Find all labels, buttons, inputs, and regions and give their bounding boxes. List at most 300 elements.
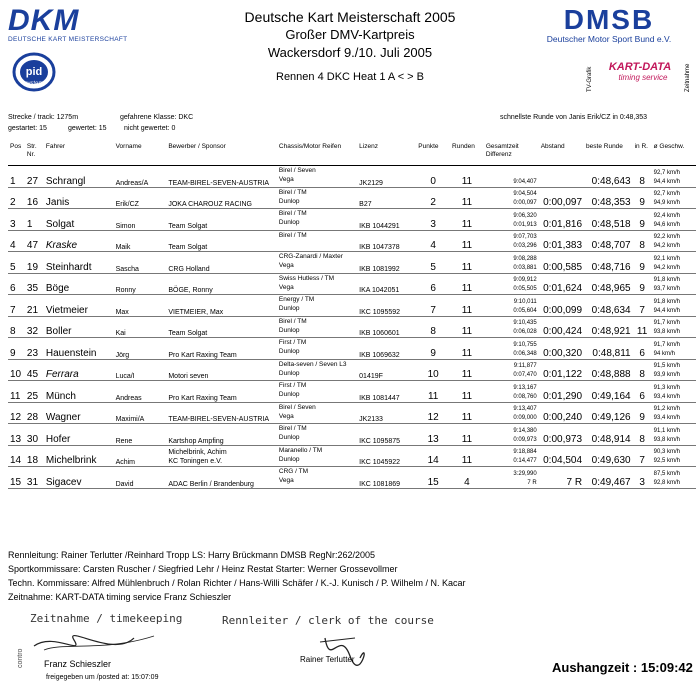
chassis-line: Dunlop (278, 197, 300, 205)
points-cell: 9 (416, 338, 450, 360)
in-lap-cell: 9 (633, 402, 652, 424)
best-lap-cell: 0:48,634 (584, 295, 633, 317)
chassis-cell (277, 252, 357, 274)
track-info: Strecke / track: 1275m (8, 114, 79, 121)
laps-cell: 11 (450, 445, 484, 467)
started-info: gestartet: 15 (8, 125, 47, 132)
total-time-cell (484, 230, 539, 252)
number-cell: 16 (25, 187, 44, 209)
firstname-cell: Achim (114, 445, 167, 467)
chassis-line: Dunlop (278, 326, 300, 334)
pos-cell: 11 (8, 381, 25, 403)
chassis-cell (277, 402, 357, 424)
total-time-cell (484, 359, 539, 381)
firstname-cell: Ronny (114, 273, 167, 295)
entrant-line: KC Toningen e.V. (168, 458, 223, 465)
chassis-line: Delta-seven / Seven L3 (278, 360, 347, 368)
not-scored-info: nicht gewertet: 0 (124, 125, 176, 132)
chassis-line: Birel / TM (278, 188, 307, 196)
svg-text:pid: pid (25, 66, 43, 78)
number-cell: 45 (25, 359, 44, 381)
total-time-cell (484, 316, 539, 338)
kart-data-logo (585, 48, 695, 94)
col-firstname: Vorname (114, 143, 167, 166)
difference: 0:08,760 (513, 393, 537, 400)
svg-text:timing service: timing service (618, 73, 668, 82)
difference: 7 R (527, 479, 537, 486)
in-lap-cell: 8 (633, 166, 652, 188)
license-cell: IKC 1045922 (357, 445, 416, 467)
license-cell: IKC 1095592 (357, 295, 416, 317)
entrant-cell: Motori seven (166, 359, 277, 381)
total-time: 9:04,504 (513, 191, 537, 197)
chassis-cell (277, 166, 357, 188)
in-lap-cell: 8 (633, 359, 652, 381)
total-time: 9:09,912 (513, 277, 537, 283)
svg-text:Zeitnahme: Zeitnahme (685, 63, 691, 92)
entrant-cell (166, 445, 277, 467)
total-time: 9:04,407 (513, 178, 537, 185)
driver-cell: Münch (44, 381, 114, 403)
speed-line: 93,9 km/h (653, 372, 680, 378)
total-time: 9:10,755 (513, 341, 537, 348)
speed-line: 93,7 km/h (653, 286, 680, 292)
entrant-cell: Team Solgat (166, 316, 277, 338)
chassis-cell (277, 316, 357, 338)
col-total-time: Gesamtzeit Differenz (484, 143, 539, 166)
driver-cell: Kraske (44, 230, 114, 252)
in-lap-cell: 6 (633, 381, 652, 403)
table-row (8, 209, 696, 231)
firstname-cell: Andreas (114, 381, 167, 403)
chassis-line: Vega (278, 176, 294, 183)
difference: 0:09,000 (513, 415, 537, 421)
number-cell: 18 (25, 445, 44, 467)
speed-line: 87,5 km/h (653, 470, 680, 477)
chassis-line: Birel / TM (278, 210, 307, 217)
license-cell: 01419F (357, 359, 416, 381)
best-lap-cell: 0:48,716 (584, 252, 633, 274)
number-cell: 32 (25, 316, 44, 338)
number-cell: 19 (25, 252, 44, 274)
pos-cell: 14 (8, 445, 25, 467)
dkm-logo: DKM DEUTSCHE KART MEISTERSCHAFT (8, 4, 128, 43)
in-lap-cell: 9 (633, 187, 652, 209)
license-cell: IKA 1042051 (357, 273, 416, 295)
chassis-cell (277, 445, 357, 467)
total-time: 9:18,884 (513, 449, 537, 455)
chassis-cell (277, 187, 357, 209)
speed-line: 94,4 km/h (653, 307, 680, 314)
speed-line: 92,4 km/h (653, 212, 680, 219)
pos-cell: 4 (8, 230, 25, 252)
best-lap-cell: 0:48,518 (584, 209, 633, 231)
officials-footer (8, 548, 466, 604)
difference: 0:14,477 (513, 458, 537, 464)
entrant-cell: Pro Kart Raxing Team (166, 381, 277, 403)
clerk-signature-title: Rennleiter / clerk of the course (222, 614, 434, 627)
rainer-name: Rainer Terlutter (300, 655, 355, 664)
pos-cell: 12 (8, 402, 25, 424)
total-time: 3:29,990 (513, 470, 537, 477)
number-cell: 31 (25, 467, 44, 489)
speed-cell (652, 467, 696, 489)
points-cell: 7 (416, 295, 450, 317)
best-lap-cell: 0:49,164 (584, 381, 633, 403)
difference: 0:01,913 (513, 221, 537, 228)
chassis-line: Dunlop (278, 455, 300, 463)
table-row (8, 252, 696, 274)
driver-cell: Ferrara (44, 359, 114, 381)
gap-cell: 0:00,320 (539, 338, 584, 360)
speed-line: 91,3 km/h (653, 384, 680, 391)
fastest-lap-info: schnellste Runde von Janis Erik/CZ in 0:48,353 (500, 114, 648, 121)
number-cell: 35 (25, 273, 44, 295)
table-row (8, 338, 696, 360)
table-row (8, 424, 696, 446)
race-direction: Rennleitung: Rainer Terlutter /Reinhard Tropp LS: Harry Brückmann DMSB RegNr:262/2005 (8, 550, 376, 560)
chassis-cell (277, 338, 357, 360)
technical-stewards: Techn. Kommissare: Alfred Mühlenbruch / Rolan Richter / Hans-Willi Schäfer / K.-J. Kunisch / P. Wilhelm / N. Kacar (8, 578, 466, 588)
points-cell: 0 (416, 166, 450, 188)
sports-stewards: Sportkommissare: Carsten Ruscher / Siegfried Lehr / Heinz Restat Starter: Werner Grossevollmer (8, 564, 398, 574)
chassis-line: Dunlop (278, 219, 300, 226)
best-lap-cell: 0:49,630 (584, 445, 633, 467)
speed-cell (652, 338, 696, 360)
license-cell: IKB 1044291 (357, 209, 416, 231)
pos-cell: 5 (8, 252, 25, 274)
firstname-cell: David (114, 467, 167, 489)
speed-cell (652, 359, 696, 381)
entrant-cell: TEAM-BIREL-SEVEN-AUSTRIA (166, 166, 277, 188)
in-lap-cell: 8 (633, 424, 652, 446)
number-cell: 21 (25, 295, 44, 317)
points-cell: 14 (416, 445, 450, 467)
speed-cell (652, 424, 696, 446)
chassis-cell (277, 295, 357, 317)
license-cell: IKC 1081869 (357, 467, 416, 489)
in-lap-cell: 11 (633, 316, 652, 338)
col-license: Lizenz (357, 143, 416, 166)
best-lap-cell: 0:48,811 (584, 338, 633, 360)
pos-cell: 1 (8, 166, 25, 188)
best-lap-cell: 0:48,353 (584, 187, 633, 209)
laps-cell: 11 (450, 381, 484, 403)
firstname-cell: Max (114, 295, 167, 317)
total-time-cell (484, 445, 539, 467)
laps-cell: 11 (450, 230, 484, 252)
scored-info: gewertet: 15 (68, 125, 107, 132)
total-time: 9:07,703 (513, 234, 537, 240)
chassis-line: Vega (278, 412, 294, 420)
license-cell: IKC 1095875 (357, 424, 416, 446)
chassis-line: Dunlop (278, 369, 300, 377)
laps-cell: 11 (450, 424, 484, 446)
total-time-cell (484, 402, 539, 424)
speed-line: 93,8 km/h (653, 436, 680, 443)
difference: 0:03,296 (513, 243, 537, 249)
chassis-line: Birel / TM (278, 317, 307, 325)
pos-cell: 10 (8, 359, 25, 381)
speed-cell (652, 209, 696, 231)
pos-cell: 7 (8, 295, 25, 317)
speed-line: 92,7 km/h (653, 169, 680, 176)
entrant-cell: CRG Holland (166, 252, 277, 274)
firstname-cell: Rene (114, 424, 167, 446)
best-lap-cell: 0:48,888 (584, 359, 633, 381)
gap-cell: 0:00,099 (539, 295, 584, 317)
speed-line: 91,1 km/h (653, 427, 680, 434)
best-lap-cell: 0:49,126 (584, 402, 633, 424)
difference: 0:06,348 (513, 350, 537, 357)
speed-line: 91,8 km/h (653, 277, 680, 283)
gap-cell: 0:04,504 (539, 445, 584, 467)
chassis-line: Vega (278, 477, 294, 484)
table-row (8, 316, 696, 338)
speed-line: 93,4 km/h (653, 393, 680, 400)
gap-cell: 0:01,816 (539, 209, 584, 231)
speed-line: 92,7 km/h (653, 191, 680, 197)
posting-time: Aushangzeit : 15:09:42 (552, 660, 693, 675)
driver-cell: Hofer (44, 424, 114, 446)
license-cell: B27 (357, 187, 416, 209)
event-location: Wackersdorf 9./10. Juli 2005 (267, 45, 433, 60)
speed-line: 91,8 km/h (653, 298, 680, 305)
entrant-cell: TEAM-BIREL-SEVEN-AUSTRIA (166, 402, 277, 424)
chassis-line: Maranello / TM (278, 446, 323, 454)
speed-line: 91,5 km/h (653, 363, 680, 369)
in-lap-cell: 3 (633, 467, 652, 489)
firstname-cell: Sascha (114, 252, 167, 274)
table-row (8, 273, 696, 295)
total-time-cell (484, 424, 539, 446)
gap-cell: 0:00,585 (539, 252, 584, 274)
chassis-line: First / TM (278, 382, 307, 389)
gap-cell: 0:01,122 (539, 359, 584, 381)
in-lap-cell: 9 (633, 273, 652, 295)
col-entrant: Bewerber / Sponsor (166, 143, 277, 166)
chassis-cell (277, 209, 357, 231)
gap-cell: 0:00,424 (539, 316, 584, 338)
table-row (8, 230, 696, 252)
speed-line: 92,2 km/h (653, 234, 680, 240)
laps-cell: 11 (450, 209, 484, 231)
driver-cell: Sigacev (44, 467, 114, 489)
license-cell: IKB 1060601 (357, 316, 416, 338)
total-time-cell (484, 295, 539, 317)
total-time: 9:08,288 (513, 255, 537, 262)
pos-cell: 13 (8, 424, 25, 446)
speed-line: 94,2 km/h (653, 264, 680, 271)
gap-cell: 0:00,973 (539, 424, 584, 446)
pos-cell: 8 (8, 316, 25, 338)
laps-cell: 11 (450, 295, 484, 317)
pos-cell: 15 (8, 467, 25, 489)
points-cell: 2 (416, 187, 450, 209)
laps-cell: 11 (450, 166, 484, 188)
difference: 0:05,604 (513, 307, 537, 314)
chassis-line: CRG-Zanardi / Maxter (278, 253, 343, 260)
firstname-cell: Andreas/A (114, 166, 167, 188)
col-laps: Runden (450, 143, 484, 166)
entrant-cell: ADAC Berlin / Brandenburg (166, 467, 277, 489)
best-lap-cell: 0:48,707 (584, 230, 633, 252)
speed-line: 91,2 km/h (653, 406, 680, 412)
total-time: 9:13,167 (513, 384, 537, 391)
class-info: gefahrene Klasse: DKC (120, 114, 194, 121)
posted-at: freigegeben um /posted at: 15:07:09 (46, 674, 159, 681)
laps-cell: 11 (450, 252, 484, 274)
table-row (8, 166, 696, 188)
col-points: Punkte (416, 143, 450, 166)
driver-cell: Schrangl (44, 166, 114, 188)
total-time-cell (484, 166, 539, 188)
total-time: 9:06,320 (513, 212, 537, 219)
franz-name: Franz Schieszler (44, 659, 112, 669)
difference: 0:05,505 (513, 286, 537, 292)
points-cell: 13 (416, 424, 450, 446)
points-cell: 15 (416, 467, 450, 489)
total-time-cell (484, 338, 539, 360)
license-cell: IKB 1081447 (357, 381, 416, 403)
in-lap-cell: 9 (633, 252, 652, 274)
timekeeping: Zeitnahme: KART-DATA timing service Franz Schieszler (8, 592, 232, 602)
page-title: Deutsche Kart Meisterschaft 2005 (244, 9, 456, 25)
driver-cell: Böge (44, 273, 114, 295)
total-time: 9:13,407 (513, 406, 537, 412)
entrant-cell: Team Solgat (166, 230, 277, 252)
license-cell: JK2129 (357, 166, 416, 188)
laps-cell: 11 (450, 187, 484, 209)
chassis-line: First / TM (278, 339, 307, 346)
speed-cell (652, 273, 696, 295)
table-row (8, 402, 696, 424)
total-time: 9:14,380 (513, 427, 537, 434)
entrant-cell: Pro Kart Raxing Team (166, 338, 277, 360)
in-lap-cell: 7 (633, 295, 652, 317)
license-cell: IKB 1047378 (357, 230, 416, 252)
gap-cell: 0:00,097 (539, 187, 584, 209)
best-lap-cell: 0:48,965 (584, 273, 633, 295)
table-row (8, 295, 696, 317)
speed-line: 93,4 km/h (653, 415, 680, 421)
speed-line: 92,1 km/h (653, 255, 680, 262)
number-cell: 28 (25, 402, 44, 424)
table-row (8, 445, 696, 467)
document-header (160, 8, 540, 86)
gap-cell: 0:01,290 (539, 381, 584, 403)
pos-cell: 3 (8, 209, 25, 231)
chassis-cell (277, 467, 357, 489)
total-time: 9:10,011 (513, 298, 537, 305)
chassis-line: Swiss Hutless / TM (278, 274, 335, 282)
firstname-cell: Luca/I (114, 359, 167, 381)
number-cell: 47 (25, 230, 44, 252)
chassis-cell (277, 424, 357, 446)
speed-cell (652, 445, 696, 467)
driver-cell: Boller (44, 316, 114, 338)
points-cell: 4 (416, 230, 450, 252)
col-chassis: Chassis/Motor Reifen (277, 143, 357, 166)
table-row (8, 187, 696, 209)
laps-cell: 11 (450, 359, 484, 381)
in-lap-cell: 8 (633, 230, 652, 252)
speed-cell (652, 381, 696, 403)
license-cell: JK2133 (357, 402, 416, 424)
col-pos: Pos (8, 143, 25, 166)
chassis-cell (277, 230, 357, 252)
pos-cell: 2 (8, 187, 25, 209)
pos-cell: 9 (8, 338, 25, 360)
speed-line: 91,7 km/h (653, 341, 680, 348)
page-subtitle: Großer DMV-Kartpreis (285, 27, 415, 42)
table-row (8, 359, 696, 381)
entrant-line: Michelbrink, Achim (168, 449, 227, 456)
chassis-cell (277, 273, 357, 295)
difference: 0:00,097 (513, 200, 537, 206)
speed-line: 94 km/h (653, 350, 675, 357)
speed-line: 92,5 km/h (653, 458, 680, 464)
speed-cell (652, 230, 696, 252)
firstname-cell: Kai (114, 316, 167, 338)
dmsb-logo: DMSB Deutscher Motor Sport Bund e.V. (546, 4, 672, 44)
results-table (8, 143, 696, 489)
speed-line: 94,9 km/h (653, 200, 680, 206)
chassis-line: Vega (278, 283, 294, 291)
points-cell: 6 (416, 273, 450, 295)
points-cell: 11 (416, 381, 450, 403)
speed-cell (652, 295, 696, 317)
points-cell: 12 (416, 402, 450, 424)
driver-cell: Michelbrink (44, 445, 114, 467)
speed-cell (652, 187, 696, 209)
best-lap-cell: 0:49,467 (584, 467, 633, 489)
speed-line: 94,4 km/h (653, 178, 680, 185)
col-best-lap: beste Runde (584, 143, 633, 166)
gap-cell: 0:00,240 (539, 402, 584, 424)
chassis-line: Energy / TM (278, 296, 315, 303)
in-lap-cell: 6 (633, 338, 652, 360)
firstname-cell: Jörg (114, 338, 167, 360)
total-time-cell (484, 273, 539, 295)
speed-cell (652, 316, 696, 338)
firstname-cell: Maik (114, 230, 167, 252)
chassis-cell (277, 381, 357, 403)
total-time-cell (484, 381, 539, 403)
driver-cell: Solgat (44, 209, 114, 231)
total-time: 9:11,877 (513, 363, 537, 369)
difference: 0:03,881 (513, 264, 537, 271)
firstname-cell: Erik/CZ (114, 187, 167, 209)
chassis-cell (277, 359, 357, 381)
col-gap: Abstand (539, 143, 584, 166)
number-cell: 23 (25, 338, 44, 360)
points-cell: 8 (416, 316, 450, 338)
total-time: 9:10,435 (513, 320, 537, 326)
total-time-cell (484, 209, 539, 231)
col-driver: Fahrer (44, 143, 114, 166)
gap-cell: 0:01,383 (539, 230, 584, 252)
speed-line: 94,6 km/h (653, 221, 680, 228)
chassis-line: Birel / Seven (278, 403, 316, 411)
laps-cell: 11 (450, 316, 484, 338)
entrant-cell: Team Solgat (166, 209, 277, 231)
chassis-line: Birel / Seven (278, 167, 316, 174)
driver-cell: Hauenstein (44, 338, 114, 360)
best-lap-cell: 0:48,914 (584, 424, 633, 446)
speed-cell (652, 166, 696, 188)
driver-cell: Steinhardt (44, 252, 114, 274)
